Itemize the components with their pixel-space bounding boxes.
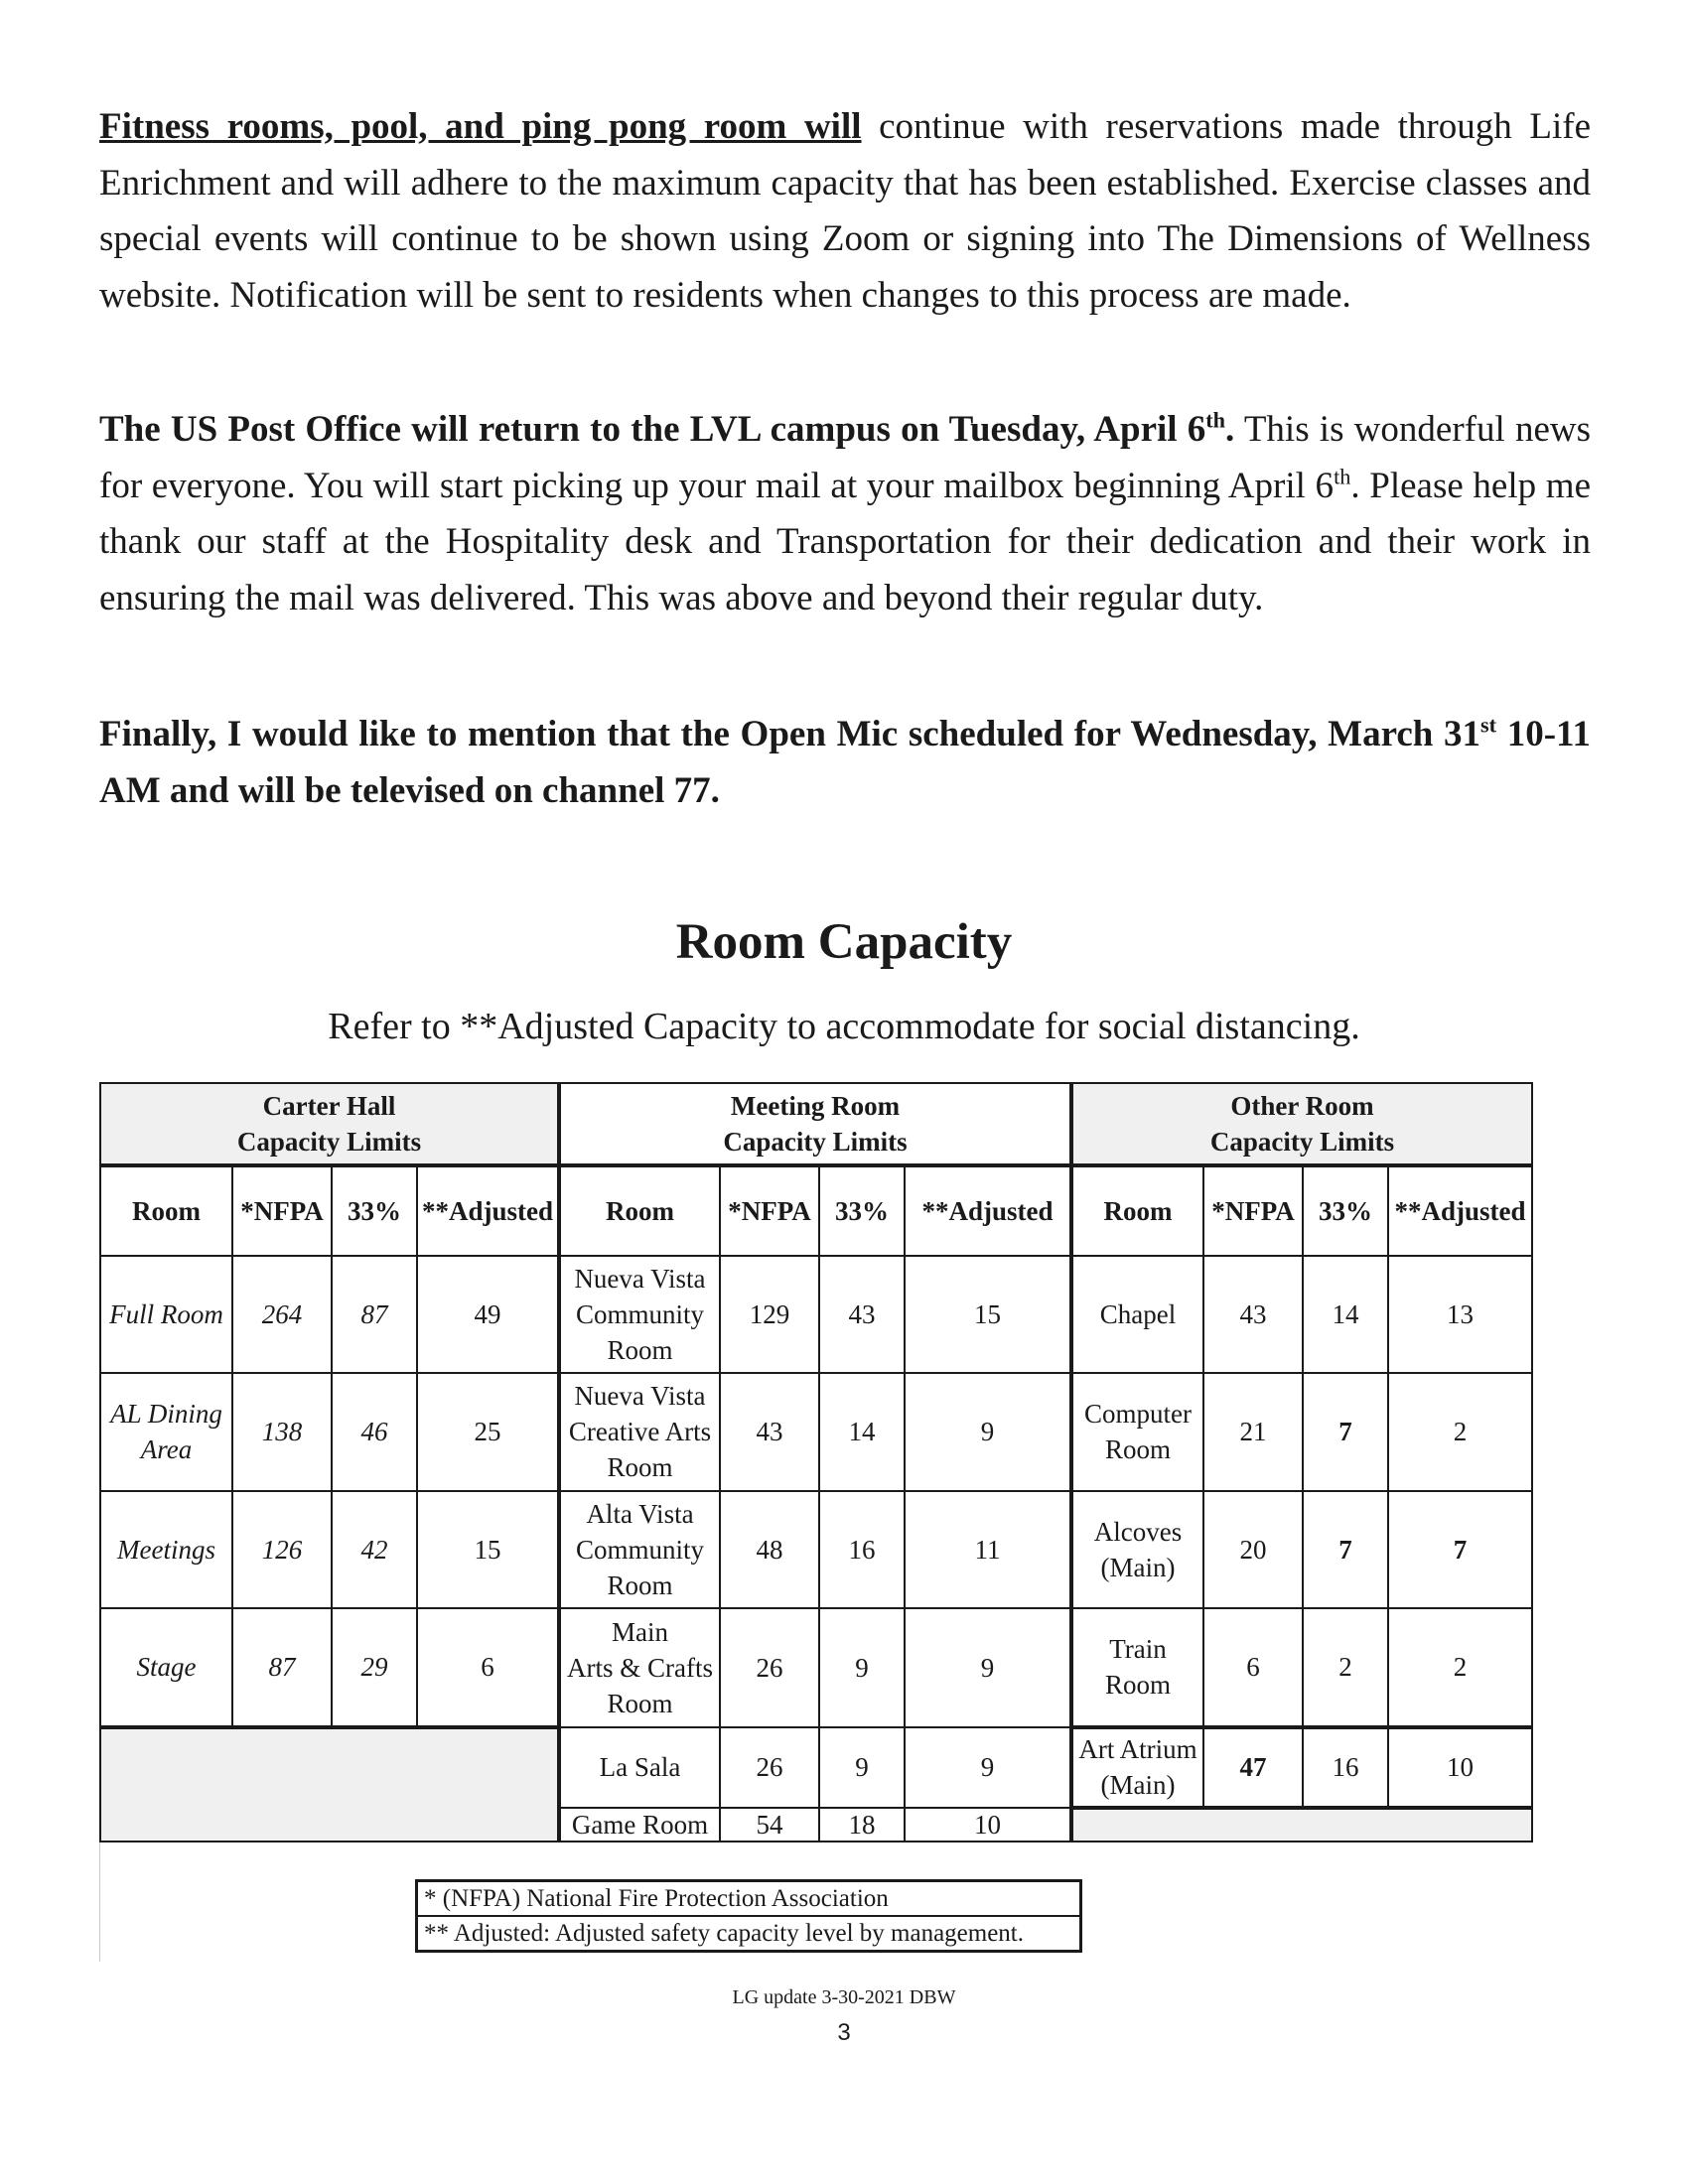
post-office-lead-end: . — [1225, 409, 1235, 450]
legend-box — [415, 1879, 1082, 1953]
fitness-lead-text: Fitness rooms, pool, and ping pong room will — [99, 106, 862, 147]
table-left-rule — [99, 1843, 100, 1962]
meeting-pct-cell: 14 — [819, 1373, 905, 1490]
carter-nfpa-cell: 138 — [232, 1373, 332, 1490]
footer-update-note: LG update 3-30-2021 DBW — [732, 1986, 956, 2008]
post-office-lead-text: The US Post Office will return to the LVL campus on Tuesday, April 6 — [99, 409, 1206, 450]
other-adjusted-cell: 2 — [1388, 1373, 1532, 1490]
meeting-room-cell: Alta Vista Community Room — [559, 1491, 720, 1608]
table-row — [100, 1608, 1532, 1727]
carter-pct-cell: 87 — [332, 1256, 417, 1373]
carter-nfpa-cell: 126 — [232, 1491, 332, 1608]
meeting-adjusted-cell: 9 — [905, 1608, 1071, 1727]
meeting-adjusted-cell: 15 — [905, 1256, 1071, 1373]
meeting-adjusted-cell: 10 — [905, 1808, 1071, 1842]
other-pct-cell: 7 — [1303, 1491, 1388, 1608]
other-pct-header: 33% — [1303, 1165, 1388, 1256]
carter-nfpa-cell: 264 — [232, 1256, 332, 1373]
other-adjusted-cell: 10 — [1388, 1727, 1532, 1809]
meeting-room-cell: Main Arts & Crafts Room — [559, 1608, 720, 1727]
meeting-nfpa-cell: 54 — [720, 1808, 819, 1842]
other-adjusted-cell: 2 — [1388, 1608, 1532, 1727]
room-capacity-table — [99, 1082, 1533, 1843]
meeting-room-cell: Nueva Vista Community Room — [559, 1256, 720, 1373]
paragraph-post-office — [99, 402, 1591, 626]
post-office-body-end: . Please help me thank our staff at the Hospitality desk and Transportation for their dedication and their work in ensuring the mail was delivered. This was above and beyond their regular duty. — [99, 465, 1591, 618]
other-nfpa-cell: 20 — [1203, 1491, 1303, 1608]
page-number: 3 — [837, 2019, 851, 2046]
legend-nfpa: * (NFPA) National Fire Protection Association — [424, 1885, 889, 1912]
paragraph-open-mic — [99, 707, 1591, 819]
post-office-body-sup: th — [1334, 464, 1351, 489]
fitness-body-text: continue with reservations made through Life Enrichment and will adhere to the maximum capacity that has been established. Exercise classes and special events will continue to be shown using Zoom or signing into The Dimensions of Wellness website. Notification will be sent to residents when changes to this process are made. — [99, 106, 1591, 316]
meeting-room-group-header: Meeting Room Capacity Limits — [559, 1083, 1071, 1165]
other-room-cell: Art Atrium (Main) — [1071, 1727, 1203, 1809]
carter-room-header: Room — [100, 1165, 232, 1256]
other-pct-cell: 16 — [1303, 1727, 1388, 1809]
open-mic-text: Finally, I would like to mention that the Open Mic scheduled for Wednesday, March 31 — [99, 714, 1481, 754]
meeting-room-cell: Nueva Vista Creative Arts Room — [559, 1373, 720, 1490]
carter-nfpa-cell: 87 — [232, 1608, 332, 1727]
meeting-adjusted-header: **Adjusted — [905, 1165, 1071, 1256]
meeting-pct-cell: 9 — [819, 1727, 905, 1809]
table-row — [100, 1727, 1532, 1809]
carter-empty-block — [100, 1727, 559, 1842]
other-nfpa-cell: 6 — [1203, 1608, 1303, 1727]
table-row — [100, 1373, 1532, 1490]
meeting-adjusted-cell: 11 — [905, 1491, 1071, 1608]
other-room-header: Room — [1071, 1165, 1203, 1256]
meeting-nfpa-cell: 26 — [720, 1727, 819, 1809]
meeting-adjusted-cell: 9 — [905, 1727, 1071, 1809]
carter-adjusted-cell: 25 — [417, 1373, 559, 1490]
other-pct-cell: 7 — [1303, 1373, 1388, 1490]
meeting-nfpa-cell: 43 — [720, 1373, 819, 1490]
other-nfpa-cell: 43 — [1203, 1256, 1303, 1373]
meeting-pct-cell: 16 — [819, 1491, 905, 1608]
table-row — [100, 1491, 1532, 1608]
carter-hall-group-header: Carter Hall Capacity Limits — [100, 1083, 559, 1165]
meeting-nfpa-cell: 129 — [720, 1256, 819, 1373]
room-capacity-title: Room Capacity — [675, 914, 1013, 970]
meeting-room-cell: La Sala — [559, 1727, 720, 1809]
carter-pct-header: 33% — [332, 1165, 417, 1256]
carter-pct-cell: 46 — [332, 1373, 417, 1490]
carter-pct-cell: 29 — [332, 1608, 417, 1727]
other-adjusted-cell: 7 — [1388, 1491, 1532, 1608]
meeting-nfpa-cell: 26 — [720, 1608, 819, 1727]
other-pct-cell: 2 — [1303, 1608, 1388, 1727]
other-adjusted-cell: 13 — [1388, 1256, 1532, 1373]
other-adjusted-header: **Adjusted — [1388, 1165, 1532, 1256]
other-room-cell: Alcoves (Main) — [1071, 1491, 1203, 1608]
other-room-cell: Train Room — [1071, 1608, 1203, 1727]
other-room-group-header: Other Room Capacity Limits — [1071, 1083, 1532, 1165]
post-office-lead — [99, 409, 1234, 450]
meeting-room-cell: Game Room — [559, 1808, 720, 1842]
meeting-room-header: Room — [559, 1165, 720, 1256]
meeting-pct-cell: 18 — [819, 1808, 905, 1842]
paragraph-fitness — [99, 99, 1591, 324]
other-room-cell: Chapel — [1071, 1256, 1203, 1373]
table-row — [100, 1256, 1532, 1373]
carter-room-cell: AL Dining Area — [100, 1373, 232, 1490]
meeting-pct-cell: 9 — [819, 1608, 905, 1727]
meeting-pct-header: 33% — [819, 1165, 905, 1256]
legend-adjusted: ** Adjusted: Adjusted safety capacity level by management. — [418, 1915, 1079, 1950]
other-nfpa-cell: 47 — [1203, 1727, 1303, 1809]
meeting-nfpa-header: *NFPA — [720, 1165, 819, 1256]
meeting-pct-cell: 43 — [819, 1256, 905, 1373]
carter-adjusted-cell: 49 — [417, 1256, 559, 1373]
open-mic-sup: st — [1480, 712, 1497, 738]
meeting-adjusted-cell: 9 — [905, 1373, 1071, 1490]
carter-pct-cell: 42 — [332, 1491, 417, 1608]
post-office-lead-sup: th — [1205, 407, 1226, 433]
meeting-nfpa-cell: 48 — [720, 1491, 819, 1608]
other-empty-block — [1071, 1808, 1532, 1842]
carter-adjusted-cell: 6 — [417, 1608, 559, 1727]
other-room-cell: Computer Room — [1071, 1373, 1203, 1490]
carter-nfpa-header: *NFPA — [232, 1165, 332, 1256]
carter-adjusted-header: **Adjusted — [417, 1165, 559, 1256]
other-pct-cell: 14 — [1303, 1256, 1388, 1373]
post-office-body-text: This is wonderful news for everyone. You will start picking up your mail at your mailbox beginning April 6 — [99, 409, 1591, 506]
carter-adjusted-cell: 15 — [417, 1491, 559, 1608]
carter-room-cell: Meetings — [100, 1491, 232, 1608]
room-capacity-subtitle: Refer to **Adjusted Capacity to accommodate for social distancing. — [328, 1006, 1360, 1047]
carter-room-cell: Full Room — [100, 1256, 232, 1373]
other-nfpa-header: *NFPA — [1203, 1165, 1303, 1256]
other-nfpa-cell: 21 — [1203, 1373, 1303, 1490]
open-mic-text-end: 10-11 AM and will be televised on channel 77. — [99, 714, 1591, 811]
carter-room-cell: Stage — [100, 1608, 232, 1727]
